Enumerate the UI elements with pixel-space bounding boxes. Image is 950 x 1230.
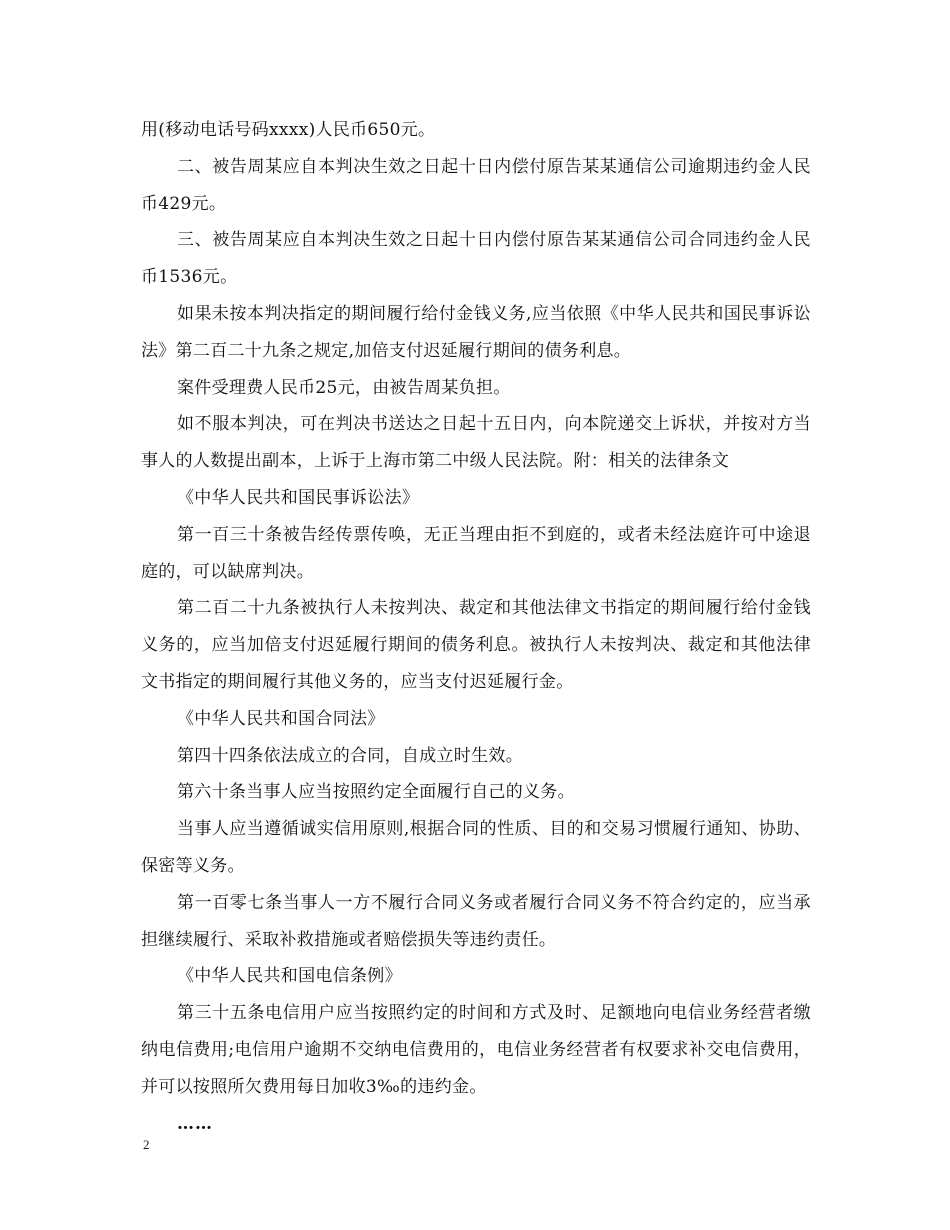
paragraph-article-44: 第四十四条依法成立的合同，自成立时生效。 (177, 745, 523, 766)
paragraph-late-performance: 如果未按本判决指定的期间履行给付金钱义务,应当依照《中华人民共和国民事诉讼法》第二百二十九条之规定,加倍支付迟延履行期间的债务利息。 (141, 303, 811, 361)
paragraph-article-130: 第一百三十条被告经传票传唤，无正当理由拒不到庭的，或者未经法庭许可中途退庭的，可以缺席判决。 (141, 524, 811, 582)
paragraph-judgment-item-3: 三、被告周某应自本判决生效之日起十日内偿付原告某某通信公司合同违约金人民币1536元。 (141, 230, 811, 288)
paragraph-good-faith: 当事人应当遵循诚实信用原则,根据合同的性质、目的和交易习惯履行通知、协助、保密等义务。 (141, 819, 811, 876)
paragraph-article-229: 第二百二十九条被执行人未按判决、裁定和其他法律文书指定的期间履行给付金钱义务的，应当加倍支付迟延履行期间的债务利息。被执行人未按判决、裁定和其他法律文书指定的期间履行其他义务的，应当支付迟延履行金。 (141, 598, 811, 692)
paragraph-continuation: 用(移动电话号码xxxx)人民币650元。 (141, 120, 436, 140)
ellipsis-marker: …… (177, 1113, 213, 1134)
document-body (141, 112, 811, 1142)
law-title-contract-law: 《中华人民共和国合同法》 (177, 708, 385, 729)
page-number: 2 (143, 1137, 150, 1152)
paragraph-article-107: 第一百零七条当事人一方不履行合同义务或者履行合同义务不符合约定的，应当承担继续履行、采取补救措施或者赔偿损失等违约责任。 (141, 892, 811, 950)
paragraph-article-60: 第六十条当事人应当按照约定全面履行自己的义务。 (177, 782, 575, 803)
law-title-civil-procedure: 《中华人民共和国民事诉讼法》 (177, 487, 420, 508)
paragraph-appeal-notice: 如不服本判决，可在判决书送达之日起十五日内，向本院递交上诉状，并按对方当事人的人数提出副本，上诉于上海市第二中级人民法院。附：相关的法律条文 (141, 414, 811, 472)
paragraph-judgment-item-2: 二、被告周某应自本判决生效之日起十日内偿付原告某某通信公司逾期违约金人民币429元。 (141, 156, 811, 214)
paragraph-article-35: 第三十五条电信用户应当按照约定的时间和方式及时、足额地向电信业务经营者缴纳电信费用;电信用户逾期不交纳电信费用的，电信业务经营者有权要求补交电信费用，并可以按照所欠费用每日加收3‰的违约金。 (141, 1003, 811, 1097)
paragraph-case-fee: 案件受理费人民币25元，由被告周某负担。 (177, 377, 511, 398)
law-title-telecom-regulations: 《中华人民共和国电信条例》 (177, 966, 402, 987)
